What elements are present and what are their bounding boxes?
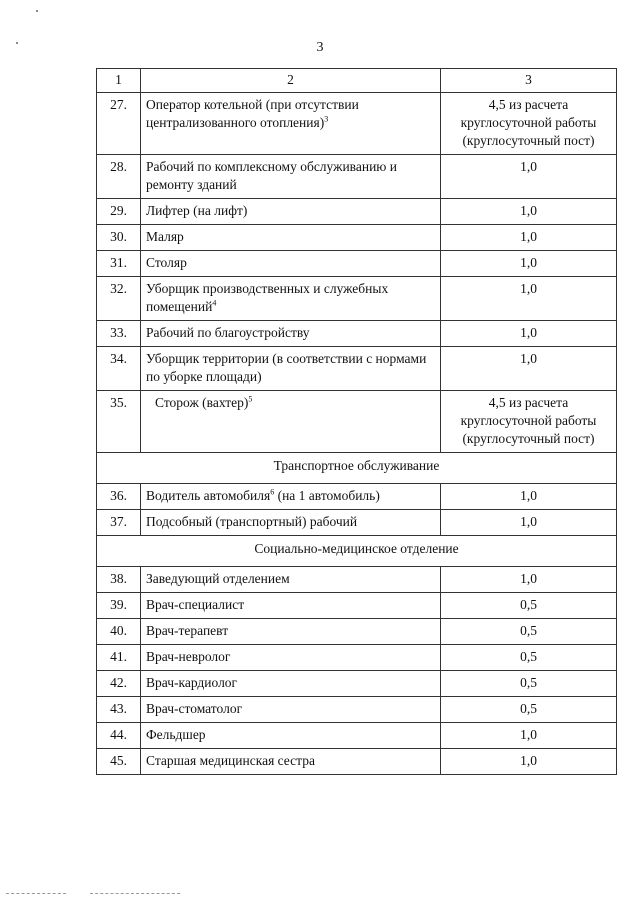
position-name (146, 648, 435, 666)
position-name-cell (141, 251, 441, 277)
table-row (97, 593, 617, 619)
table-row (97, 567, 617, 593)
staff-units-value: 1,0 (441, 277, 617, 321)
position-title: Столяр (146, 255, 187, 270)
staffing-table (96, 68, 617, 775)
table-row (97, 510, 617, 536)
table-row (97, 321, 617, 347)
footnote-marker: 5 (248, 394, 253, 404)
row-number: 36. (97, 484, 141, 510)
row-number: 40. (97, 619, 141, 645)
position-title-suffix: (на 1 автомобиль) (274, 488, 380, 503)
position-title: Врач-кардиолог (146, 675, 238, 690)
column-header-staff-units: 3 (441, 69, 617, 93)
footnote-marker: 3 (324, 114, 329, 124)
row-number: 39. (97, 593, 141, 619)
position-name-cell (141, 199, 441, 225)
position-name (146, 487, 435, 505)
scan-edge-mark (6, 893, 66, 894)
position-name (146, 280, 435, 316)
position-name-cell (141, 391, 441, 453)
table-row (97, 347, 617, 391)
row-number: 32. (97, 277, 141, 321)
position-name-cell (141, 321, 441, 347)
staff-units-value: 1,0 (441, 484, 617, 510)
position-name-cell (141, 277, 441, 321)
staff-units-value: 1,0 (441, 510, 617, 536)
row-number: 29. (97, 199, 141, 225)
position-name (146, 324, 435, 342)
table-row (97, 484, 617, 510)
position-title: Рабочий по комплексному обслуживанию и ремонту зданий (146, 159, 397, 192)
row-number: 31. (97, 251, 141, 277)
position-name (146, 96, 435, 132)
scan-speck (16, 42, 18, 44)
row-number: 41. (97, 645, 141, 671)
position-name (146, 596, 435, 614)
position-title: Подсобный (транспортный) рабочий (146, 514, 358, 529)
position-name (146, 752, 435, 770)
position-title: Старшая медицинская сестра (146, 753, 315, 768)
staff-units-value: 1,0 (441, 225, 617, 251)
table-row (97, 93, 617, 155)
staff-units-value: 0,5 (441, 671, 617, 697)
position-title: Лифтер (на лифт) (146, 203, 248, 218)
position-name (146, 228, 435, 246)
table-row (97, 697, 617, 723)
staff-units-value: 1,0 (441, 723, 617, 749)
table-row (97, 723, 617, 749)
position-name (146, 254, 435, 272)
footnote-marker: 6 (270, 487, 275, 497)
table-row (97, 251, 617, 277)
position-name (146, 202, 435, 220)
position-name (146, 674, 435, 692)
position-name-cell (141, 225, 441, 251)
row-number: 38. (97, 567, 141, 593)
position-name-cell (141, 697, 441, 723)
position-title: Врач-стоматолог (146, 701, 243, 716)
position-title: Рабочий по благоустройству (146, 325, 310, 340)
row-number: 43. (97, 697, 141, 723)
position-name-cell (141, 645, 441, 671)
position-name-cell (141, 155, 441, 199)
position-name-cell (141, 567, 441, 593)
row-number: 42. (97, 671, 141, 697)
staff-units-value: 1,0 (441, 321, 617, 347)
staff-units-value: 4,5 из расчета круглосуточной работы (круглосуточный пост) (441, 93, 617, 155)
staff-units-value: 0,5 (441, 697, 617, 723)
section-title: Социально-медицинское отделение (97, 536, 617, 567)
table-row (97, 225, 617, 251)
section-row (97, 453, 617, 484)
page-number: 3 (316, 40, 324, 55)
column-header-position: 2 (141, 69, 441, 93)
table-row (97, 619, 617, 645)
staff-units-value: 4,5 из расчета круглосуточной работы (круглосуточный пост) (441, 391, 617, 453)
position-title: Заведующий отделением (146, 571, 290, 586)
position-name (146, 570, 435, 588)
table-row (97, 277, 617, 321)
position-name (146, 513, 435, 531)
position-title: Водитель автомобиля (146, 488, 271, 503)
position-name (146, 622, 435, 640)
row-number: 45. (97, 749, 141, 775)
table-header-row (97, 69, 617, 93)
row-number: 30. (97, 225, 141, 251)
scan-edge-mark (90, 893, 180, 894)
staff-units-value: 1,0 (441, 567, 617, 593)
staff-units-value: 1,0 (441, 155, 617, 199)
staff-units-value: 1,0 (441, 749, 617, 775)
position-name-cell (141, 593, 441, 619)
row-number: 44. (97, 723, 141, 749)
row-number: 28. (97, 155, 141, 199)
section-row (97, 536, 617, 567)
table-row (97, 155, 617, 199)
staff-units-value: 0,5 (441, 645, 617, 671)
row-number: 27. (97, 93, 141, 155)
table-row (97, 645, 617, 671)
table-row (97, 391, 617, 453)
footnote-marker: 4 (212, 298, 217, 308)
staff-units-value: 0,5 (441, 619, 617, 645)
position-name-cell (141, 723, 441, 749)
staff-units-value: 1,0 (441, 347, 617, 391)
position-title: Фельдшер (146, 727, 206, 742)
scan-speck (36, 10, 38, 12)
position-name (146, 394, 435, 412)
position-title: Оператор котельной (при отсутствии централизованного отопления) (146, 97, 359, 130)
position-name-cell (141, 749, 441, 775)
position-title: Уборщик производственных и служебных помещений (146, 281, 389, 314)
position-name-cell (141, 671, 441, 697)
position-name-cell (141, 347, 441, 391)
column-header-number: 1 (97, 69, 141, 93)
row-number: 33. (97, 321, 141, 347)
position-name (146, 700, 435, 718)
row-number: 34. (97, 347, 141, 391)
table-row (97, 671, 617, 697)
position-name-cell (141, 484, 441, 510)
position-name (146, 350, 435, 386)
row-number: 37. (97, 510, 141, 536)
position-name-cell (141, 93, 441, 155)
position-title: Врач-специалист (146, 597, 245, 612)
table-body (97, 93, 617, 775)
table-row (97, 749, 617, 775)
position-title: Сторож (вахтер) (155, 395, 249, 410)
position-title: Врач-невролог (146, 649, 231, 664)
row-number: 35. (97, 391, 141, 453)
position-name-cell (141, 619, 441, 645)
position-title: Уборщик территории (в соответствии с нормами по уборке площади) (146, 351, 427, 384)
position-title: Маляр (146, 229, 184, 244)
position-name (146, 726, 435, 744)
section-title: Транспортное обслуживание (97, 453, 617, 484)
staff-units-value: 1,0 (441, 251, 617, 277)
staff-units-value: 1,0 (441, 199, 617, 225)
position-name (146, 158, 435, 194)
position-name-cell (141, 510, 441, 536)
position-title: Врач-терапевт (146, 623, 229, 638)
table-row (97, 199, 617, 225)
staff-units-value: 0,5 (441, 593, 617, 619)
